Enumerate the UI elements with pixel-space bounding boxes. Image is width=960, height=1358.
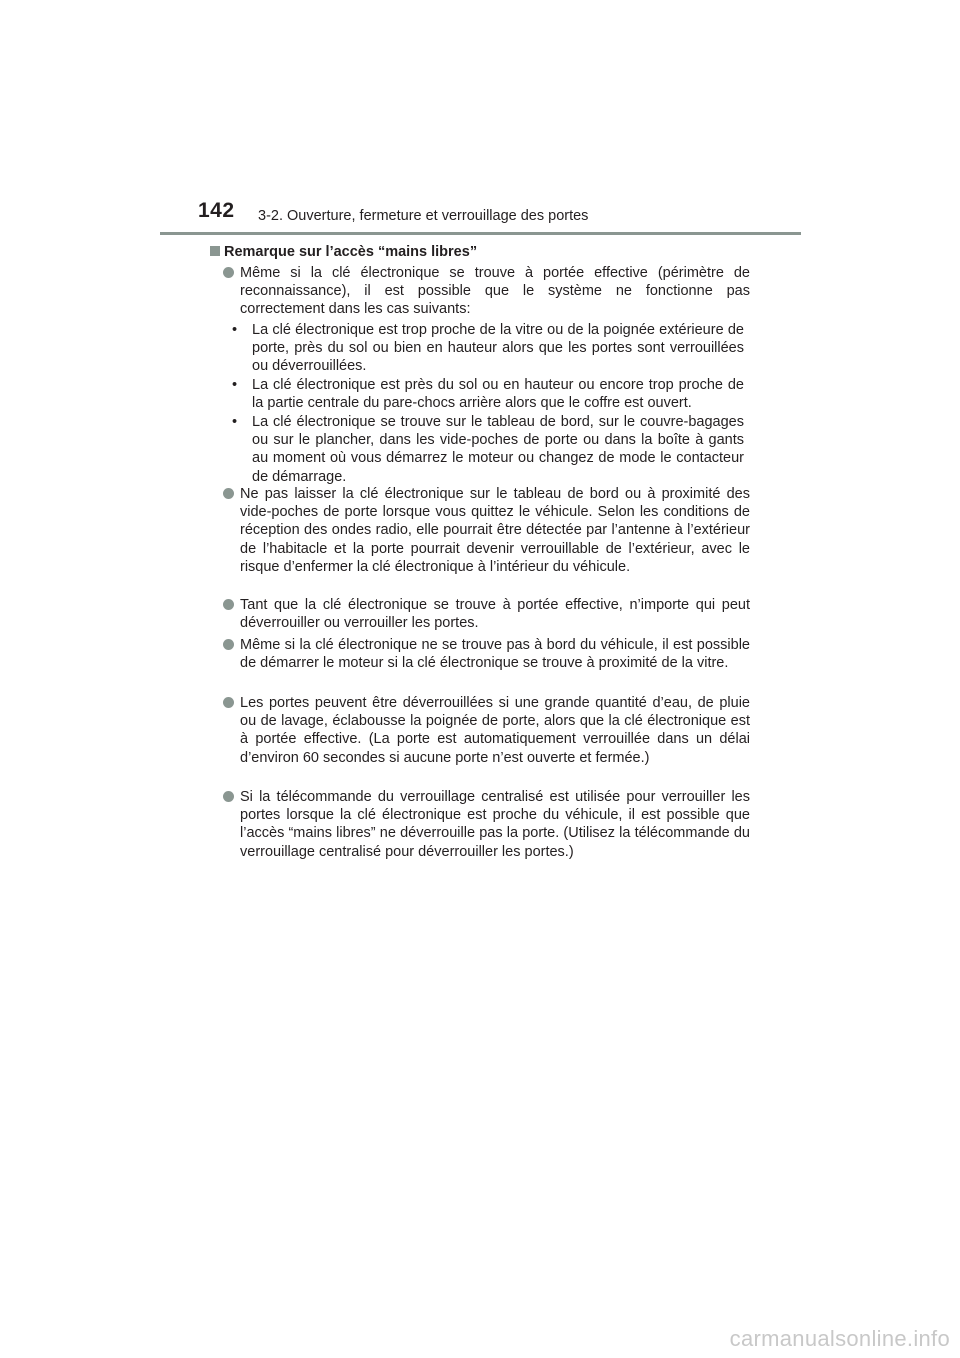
note-bullet-text: Ne pas laisser la clé électronique sur le tableau de bord ou à proximité des vide-poches de porte lorsque vous quittez le véhicule. Selon les conditions de réception des ondes radio, elle pourrait être détectée par l’antenne à l’extérieur de l’habitacle et la porte pourrait devenir verrouillable de l’extérieur, avec le risque d’enfermer la clé électronique à l’intérieur du véhicule. (240, 486, 750, 575)
sub-bullet-marker: • (232, 377, 238, 393)
round-bullet-icon (223, 636, 237, 650)
header-divider (160, 232, 801, 235)
note-bullet-text: Même si la clé électronique se trouve à portée effective (périmètre de reconnaissance), il est possible que le système ne fonctionne pas correctement dans les cas suivants: (240, 265, 750, 318)
section-title: 3-2. Ouverture, fermeture et verrouillage des portes (258, 208, 589, 224)
sub-item-text: La clé électronique est trop proche de la vitre ou de la poignée extérieure de porte, près du sol ou bien en hauteur alors que les portes sont verrouillées ou déverrouillées. (252, 322, 744, 375)
sub-bullet-marker: • (232, 414, 238, 430)
watermark-text: carmanualsonline.info (729, 1326, 950, 1351)
note-heading-text: Remarque sur l’accès “mains libres” (224, 244, 478, 260)
sub-bullet-marker: • (232, 322, 238, 338)
square-bullet-icon (210, 246, 220, 256)
round-bullet-icon (223, 788, 237, 802)
page-number: 142 (198, 199, 235, 222)
note-heading (210, 243, 477, 262)
note-bullet-text: Même si la clé électronique ne se trouve pas à bord du véhicule, il est possible de démarrer le moteur si la clé électronique se trouve à proximité de la vitre. (240, 637, 750, 672)
round-bullet-icon (223, 694, 237, 708)
round-bullet-icon (223, 264, 237, 278)
round-bullet-icon (223, 596, 237, 610)
round-bullet-icon (223, 485, 237, 499)
note-bullet-text: Tant que la clé électronique se trouve à portée effective, n’importe qui peut déverrouiller ou verrouiller les portes. (240, 597, 750, 632)
note-bullet-text: Les portes peuvent être déverrouillées si une grande quantité d’eau, de pluie ou de lavage, éclabousse la poignée de porte, alors que la clé électronique est à portée effective. (La porte est automatiquement verrouillée dans un délai d’environ 60 secondes si aucune porte n’est ouverte et fermée.) (240, 695, 750, 766)
sub-item-text: La clé électronique est près du sol ou en hauteur ou encore trop proche de la partie centrale du pare-chocs arrière alors que le coffre est ouvert. (252, 377, 744, 412)
note-bullet-text: Si la télécommande du verrouillage centralisé est utilisée pour verrouiller les portes lorsque la clé électronique est proche du véhicule, il est possible que l’accès “mains libres” ne déverrouille pas la porte. (Utilisez la télécommande du verrouillage centralisé pour déverrouiller les portes.) (240, 789, 750, 860)
sub-item-text: La clé électronique se trouve sur le tableau de bord, sur le couvre-bagages ou sur le plancher, dans les vide-poches de porte ou dans la boîte à gants au moment où vous démarrez le moteur ou changez de mode le contacteur de démarrage. (252, 414, 744, 485)
page-header (0, 0, 960, 240)
